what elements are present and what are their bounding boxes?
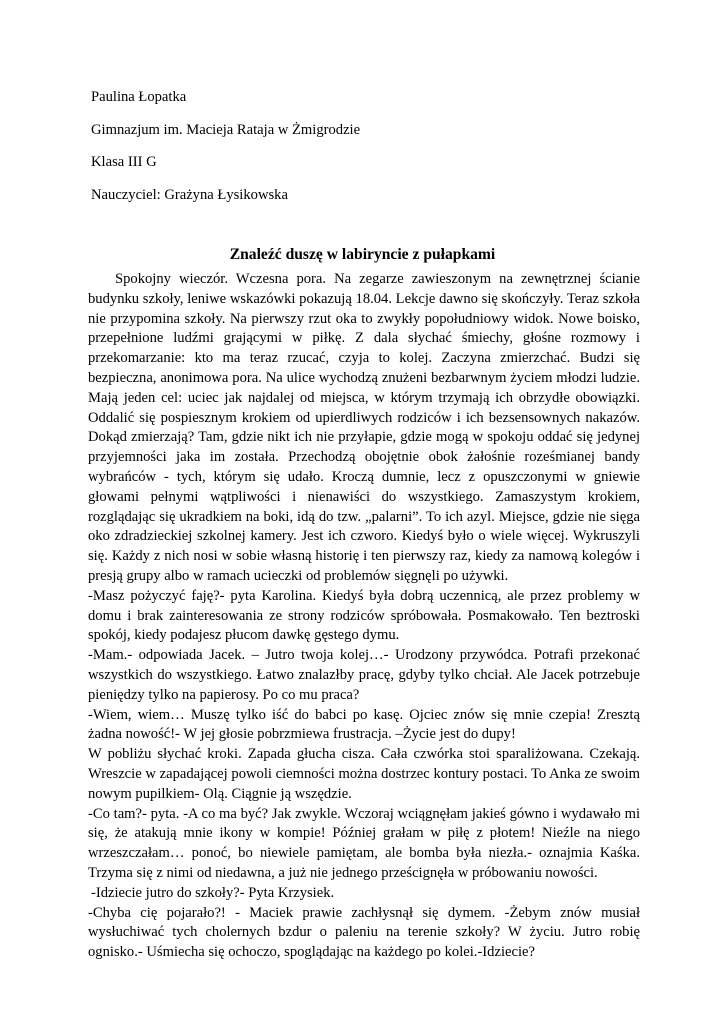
- teacher-name: Nauczyciel: Grażyna Łysikowska: [91, 186, 288, 203]
- paragraph: W pobliżu słychać kroki. Zapada głucha cisza. Cała czwórka stoi sparaliżowana. Czekają. Wreszcie w zapadającej powoli ciemności można dostrzec kontury postaci. To Anka ze swoim nowym pupilkiem- Olą. Ciągnie ją wszędzie.: [88, 746, 640, 802]
- header-block: [91, 87, 651, 217]
- document-body: [88, 270, 640, 963]
- paragraph: -Chyba cię pojarało?! - Maciek prawie zachłysnął się dymem. -Żebym znów musiał wysłuchiwać tych cholernych bzdur o paleniu na terenie szkoły? W życiu. Jutro robię ognisko.- Uśmiecha się ochoczo, spoglądając na każdego po kolei.-Idziecie?: [88, 904, 640, 961]
- school-name: Gimnazjum im. Macieja Rataja w Żmigrodzie: [91, 121, 361, 138]
- paragraph: Spokojny wieczór. Wczesna pora. Na zegarze zawieszonym na zewnętrznej ścianie budynku szkoły, leniwe wskazówki pokazują 18.04. Lekcje dawno się skończyły. Teraz szkoła nie przypomina szkoły. Na pierwszy rzut oka to zwykły popołudniowy widok. Nowe boisko, przepełnione ludźmi grającymi w piłkę. Z dala słychać śmiechy, głośne rozmowy i przekomarzanie: kto ma teraz rzucać, czyja to kolej. Zaczyna zmierzchać. Budzi się bezpieczna, anonimowa pora. Na ulice wychodzą znużeni bezbarwnym życiem młodzi ludzie. Mają jeden cel: uciec jak najdalej od miejsca, w którym trzymają ich obrzydłe obowiązki. Oddalić się pospiesznym krokiem od upierdliwych rodziców i ich bezsensownych nakazów. Dokąd zmierzają? Tam, gdzie nikt ich nie przyłapie, gdzie mogą w spokoju oddać się jedynej przyjemności jaka im została. Przechodzą obojętnie obok żałośnie roześmianej bandy wybrańców - tych, którym się udało. Kroczą dumnie, lecz z opuszczonymi w gniewie głowami pełnymi wątpliwości i nienawiści do wszystkiego. Zamaszystym krokiem, rozglądając się ukradkiem na boki, idą do tzw. „palarni”. To ich azyl. Miejsce, gdzie nie sięga oko zdradzieckiej szkolnej kamery. Jest ich czworo. Kiedyś było o wiele więcej. Wykruszyli się. Każdy z nich nosi w sobie własną historię i ten pierwszy raz, kiedy za namową kolegów i presją grupy albo w ramach ucieczki od problemów sięgnęli po używki.: [88, 271, 640, 584]
- class-name: Klasa III G: [91, 154, 157, 170]
- paragraph: -Co tam?- pyta. -A co ma być? Jak zwykle. Wczoraj wciągnęłam jakieś gówno i wydawało mi się, że atakują mnie ikony w kompie! Później grałam w piłę z płotem! Nieźle na niego wrzeszczałam… ponoć, bo niewiele pamiętam, ale bomba była niezła.- oznajmia Kaśka. Trzyma się z nimi od niedawna, a już nie jednego prześcignęła w próbowaniu nowości.: [88, 805, 640, 881]
- author-name: Paulina Łopatka: [91, 89, 187, 105]
- paragraph: -Masz pożyczyć faję?- pyta Karolina. Kiedyś była dobrą uczennicą, ale przez problemy w domu i brak zainteresowania ze strony rodziców spróbowała. Posmakowało. Ten beztroski spokój, kiedy podajesz płucom dawkę gęstego dymu.: [88, 587, 640, 644]
- paragraph: -Mam.- odpowiada Jacek. – Jutro twoja kolej…- Urodzony przywódca. Potrafi przekonać wszystkich do wszystkiego. Łatwo znalazłby pracę, gdyby tylko chciał. Ale Jacek potrzebuje pieniędzy tylko na papierosy. Po co mu praca?: [88, 647, 640, 703]
- document-title: Znaleźć duszę w labiryncie z pułapkami: [229, 246, 496, 263]
- paragraph: -Idziecie jutro do szkoły?- Pyta Krzysiek.: [91, 884, 335, 901]
- paragraph: -Wiem, wiem… Muszę tylko iść do babci po kasę. Ojciec znów się mnie czepia! Zresztą żadna nowość!- W jej głosie pobrzmiewa frustracja. –Życie jest do dupy!: [88, 706, 640, 743]
